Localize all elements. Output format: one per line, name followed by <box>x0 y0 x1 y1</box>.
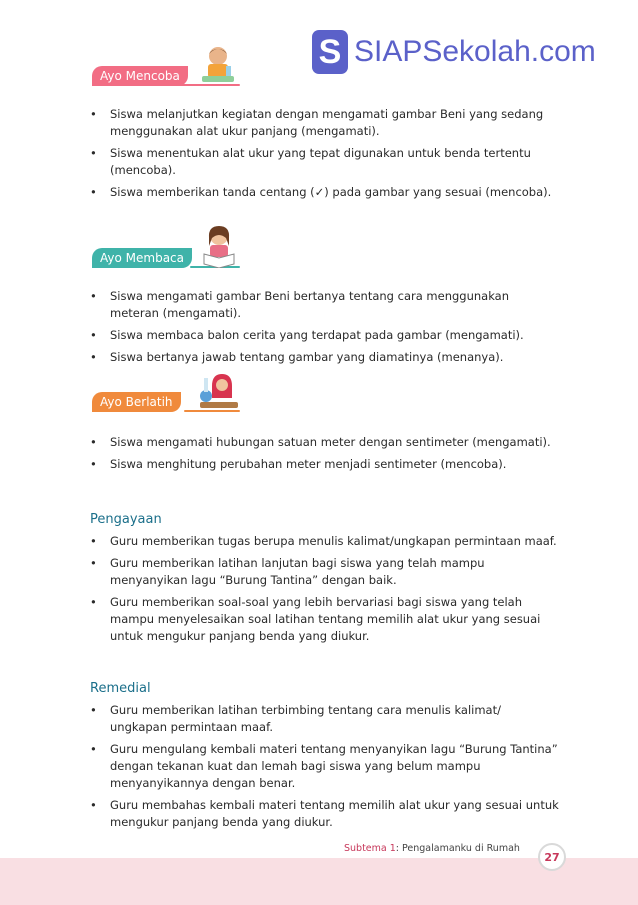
list-item-text: Guru mengulang kembali materi tentang menyanyikan lagu “Burung Tantina” dengan tekanan kuat dan lemah bagi siswa yang belum mampu menyanyikannya dengan benar. <box>110 742 558 790</box>
list-item-text: Siswa bertanya jawab tentang gambar yang diamatinya (menanya). <box>110 350 504 364</box>
list-item-text: Guru membahas kembali materi tentang memilih alat ukur yang sesuai untuk mengukur panjang benda yang diukur. <box>110 798 559 829</box>
bullet-glyph: • <box>90 328 97 342</box>
subtema-label: Subtema 1 <box>344 843 396 854</box>
site-logo <box>312 28 596 76</box>
list-item-text: Guru memberikan soal-soal yang lebih bervariasi bagi siswa yang telah mampu menyelesaikan soal latihan tentang memilih alat ukur yang sesuai untuk mengukur panjang benda yang diukur. <box>110 595 541 643</box>
footer-subtema <box>344 843 520 854</box>
bullet-glyph: • <box>90 350 97 364</box>
bullet-glyph: • <box>90 534 97 548</box>
list-item <box>90 456 560 473</box>
pengayaan-list <box>90 533 560 650</box>
section-tag-ayo-membaca: Ayo Membaca <box>92 248 192 268</box>
list-item <box>90 434 560 451</box>
list-item-text: Siswa menghitung perubahan meter menjadi sentimeter (mencoba). <box>110 457 507 471</box>
bullet-glyph: • <box>90 556 97 570</box>
list-item-text: Siswa menentukan alat ukur yang tepat digunakan untuk benda tertentu (mencoba). <box>110 146 531 177</box>
remedial-list <box>90 702 560 836</box>
list-item <box>90 349 560 366</box>
list-item-text: Siswa mengamati gambar Beni bertanya tentang cara menggunakan meteran (mengamati). <box>110 289 510 320</box>
list-item-text: Siswa mengamati hubungan satuan meter dengan sentimeter (mengamati). <box>110 435 551 449</box>
bullet-glyph: • <box>90 107 97 121</box>
student-practice-illustration <box>196 372 240 416</box>
list-item-text: Siswa memberikan tanda centang (✓) pada gambar yang sesuai (mencoba). <box>110 185 552 199</box>
logo-text: SIAPSekolah.com <box>354 35 596 68</box>
remedial-heading: Remedial <box>90 681 151 696</box>
bullet-glyph: • <box>90 185 97 199</box>
list-item <box>90 741 560 792</box>
ayo-membaca-list <box>90 288 560 371</box>
section-tag-ayo-mencoba: Ayo Mencoba <box>92 66 188 86</box>
list-item <box>90 702 560 736</box>
bullet-glyph: • <box>90 146 97 160</box>
list-item <box>90 106 560 140</box>
list-item-text: Guru memberikan latihan terbimbing tentang cara menulis kalimat/ ungkapan permintaan maaf. <box>110 703 501 734</box>
bullet-glyph: • <box>90 457 97 471</box>
bullet-glyph: • <box>90 798 97 812</box>
page-number: 27 <box>538 843 566 871</box>
subtema-title: : Pengalamanku di Rumah <box>395 843 520 854</box>
bullet-glyph: • <box>90 289 97 303</box>
logo-mark: S <box>312 30 348 74</box>
list-item <box>90 555 560 589</box>
list-item <box>90 327 560 344</box>
bullet-glyph: • <box>90 595 97 609</box>
student-reading-illustration <box>198 224 240 268</box>
list-item <box>90 533 560 550</box>
list-item-text: Siswa melanjutkan kegiatan dengan mengamati gambar Beni yang sedang menggunakan alat ukur panjang (mengamati). <box>110 107 544 138</box>
list-item <box>90 288 560 322</box>
bullet-glyph: • <box>90 703 97 717</box>
list-item <box>90 797 560 831</box>
list-item-text: Guru memberikan latihan lanjutan bagi siswa yang telah mampu menyanyikan lagu “Burung Tantina” dengan baik. <box>110 556 485 587</box>
list-item-text: Guru memberikan tugas berupa menulis kalimat/ungkapan permintaan maaf. <box>110 534 557 548</box>
bullet-glyph: • <box>90 435 97 449</box>
bullet-glyph: • <box>90 742 97 756</box>
section-tag-ayo-berlatih: Ayo Berlatih <box>92 392 181 412</box>
list-item <box>90 594 560 645</box>
list-item-text: Siswa membaca balon cerita yang terdapat pada gambar (mengamati). <box>110 328 524 342</box>
list-item <box>90 145 560 179</box>
list-item <box>90 184 560 201</box>
ayo-mencoba-list <box>90 106 560 206</box>
student-experiment-illustration <box>196 44 240 88</box>
pengayaan-heading: Pengayaan <box>90 512 162 527</box>
ayo-berlatih-list <box>90 434 560 478</box>
